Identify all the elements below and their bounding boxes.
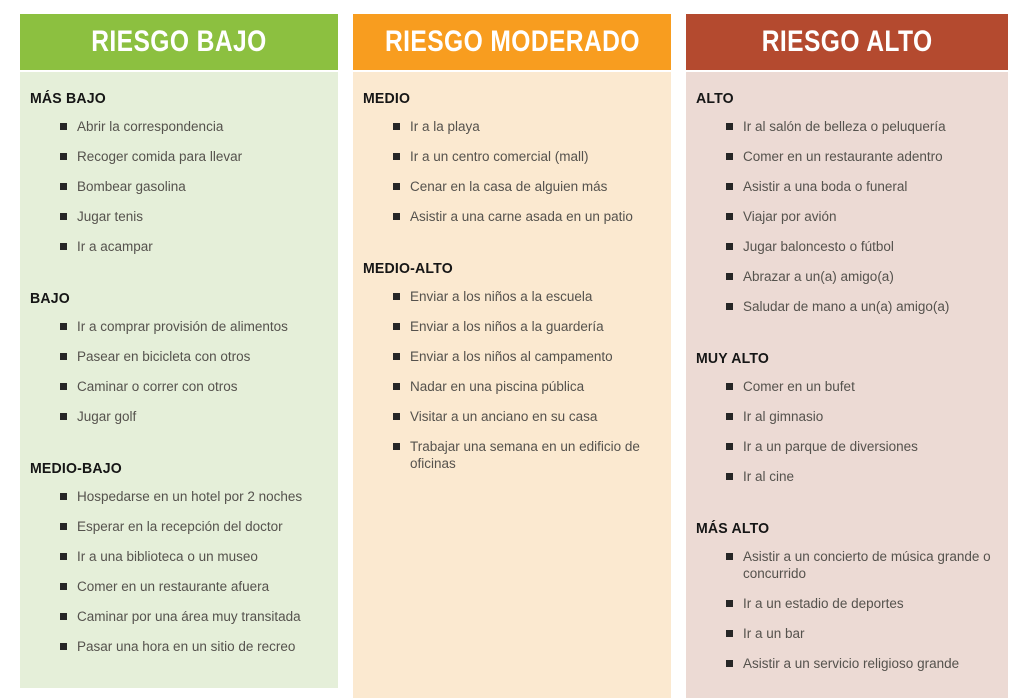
section-heading: MUY ALTO [696,350,770,367]
risk-column-riesgo-alto [686,14,1008,698]
activity-item: Asistir a una boda o funeral [696,178,1000,195]
activity-item: Recoger comida para llevar [30,148,330,165]
activity-item: Jugar golf [30,408,330,425]
activity-list [363,118,663,225]
activity-list [30,488,330,655]
activity-item: Ir al cine [696,468,1000,485]
activity-item: Ir al salón de belleza o peluquería [696,118,1000,135]
risk-column-header [353,14,671,70]
section-heading: MEDIO-BAJO [30,460,122,477]
risk-column-riesgo-moderado [353,14,671,698]
risk-column-body [686,72,1008,698]
activity-item: Hospedarse en un hotel por 2 noches [30,488,330,505]
activity-item: Cenar en la casa de alguien más [363,178,663,195]
activity-item: Trabajar una semana en un edificio de oficinas [363,438,663,472]
activity-item: Pasar una hora en un sitio de recreo [30,638,330,655]
activity-item: Asistir a un servicio religioso grande [696,655,1000,672]
section-heading: MEDIO-ALTO [363,260,453,277]
section-heading: ALTO [696,90,734,107]
activity-item: Bombear gasolina [30,178,330,195]
activity-item: Ir a comprar provisión de alimentos [30,318,330,335]
risk-column-title: RIESGO BAJO [91,25,267,58]
activity-item: Ir a un estadio de deportes [696,595,1000,612]
section-heading: MÁS BAJO [30,90,106,107]
activity-item: Enviar a los niños al campamento [363,348,663,365]
activity-item: Comer en un restaurante adentro [696,148,1000,165]
risk-column-header [20,14,338,70]
activity-item: Visitar a un anciano en su casa [363,408,663,425]
activity-item: Enviar a los niños a la escuela [363,288,663,305]
activity-list [696,378,1000,485]
risk-column-body [353,72,671,698]
activity-item: Ir a una biblioteca o un museo [30,548,330,565]
activity-item: Comer en un bufet [696,378,1000,395]
activity-item: Jugar baloncesto o fútbol [696,238,1000,255]
activity-item: Jugar tenis [30,208,330,225]
activity-item: Abrazar a un(a) amigo(a) [696,268,1000,285]
activity-item: Esperar en la recepción del doctor [30,518,330,535]
activity-item: Ir a la playa [363,118,663,135]
activity-item: Ir a un bar [696,625,1000,642]
activity-list [696,548,1000,672]
risk-column-header [686,14,1008,70]
risk-column-riesgo-bajo [20,14,338,688]
section-heading: MEDIO [363,90,411,107]
activity-item: Enviar a los niños a la guardería [363,318,663,335]
risk-column-body [20,72,338,688]
activity-item: Ir a acampar [30,238,330,255]
activity-item: Ir a un centro comercial (mall) [363,148,663,165]
activity-item: Viajar por avión [696,208,1000,225]
activity-list [30,318,330,425]
risk-column-title: RIESGO MODERADO [384,25,640,58]
activity-item: Pasear en bicicleta con otros [30,348,330,365]
activity-item: Asistir a una carne asada en un patio [363,208,663,225]
activity-item: Asistir a un concierto de música grande o concurrido [696,548,1000,582]
activity-list [363,288,663,472]
activity-item: Saludar de mano a un(a) amigo(a) [696,298,1000,315]
activity-list [696,118,1000,315]
activity-item: Abrir la correspondencia [30,118,330,135]
activity-list [30,118,330,255]
risk-column-title: RIESGO ALTO [761,25,933,58]
section-heading: MÁS ALTO [696,520,770,537]
activity-item: Nadar en una piscina pública [363,378,663,395]
activity-item: Caminar o correr con otros [30,378,330,395]
activity-item: Comer en un restaurante afuera [30,578,330,595]
activity-item: Ir a un parque de diversiones [696,438,1000,455]
section-heading: BAJO [30,290,70,307]
activity-item: Ir al gimnasio [696,408,1000,425]
activity-item: Caminar por una área muy transitada [30,608,330,625]
